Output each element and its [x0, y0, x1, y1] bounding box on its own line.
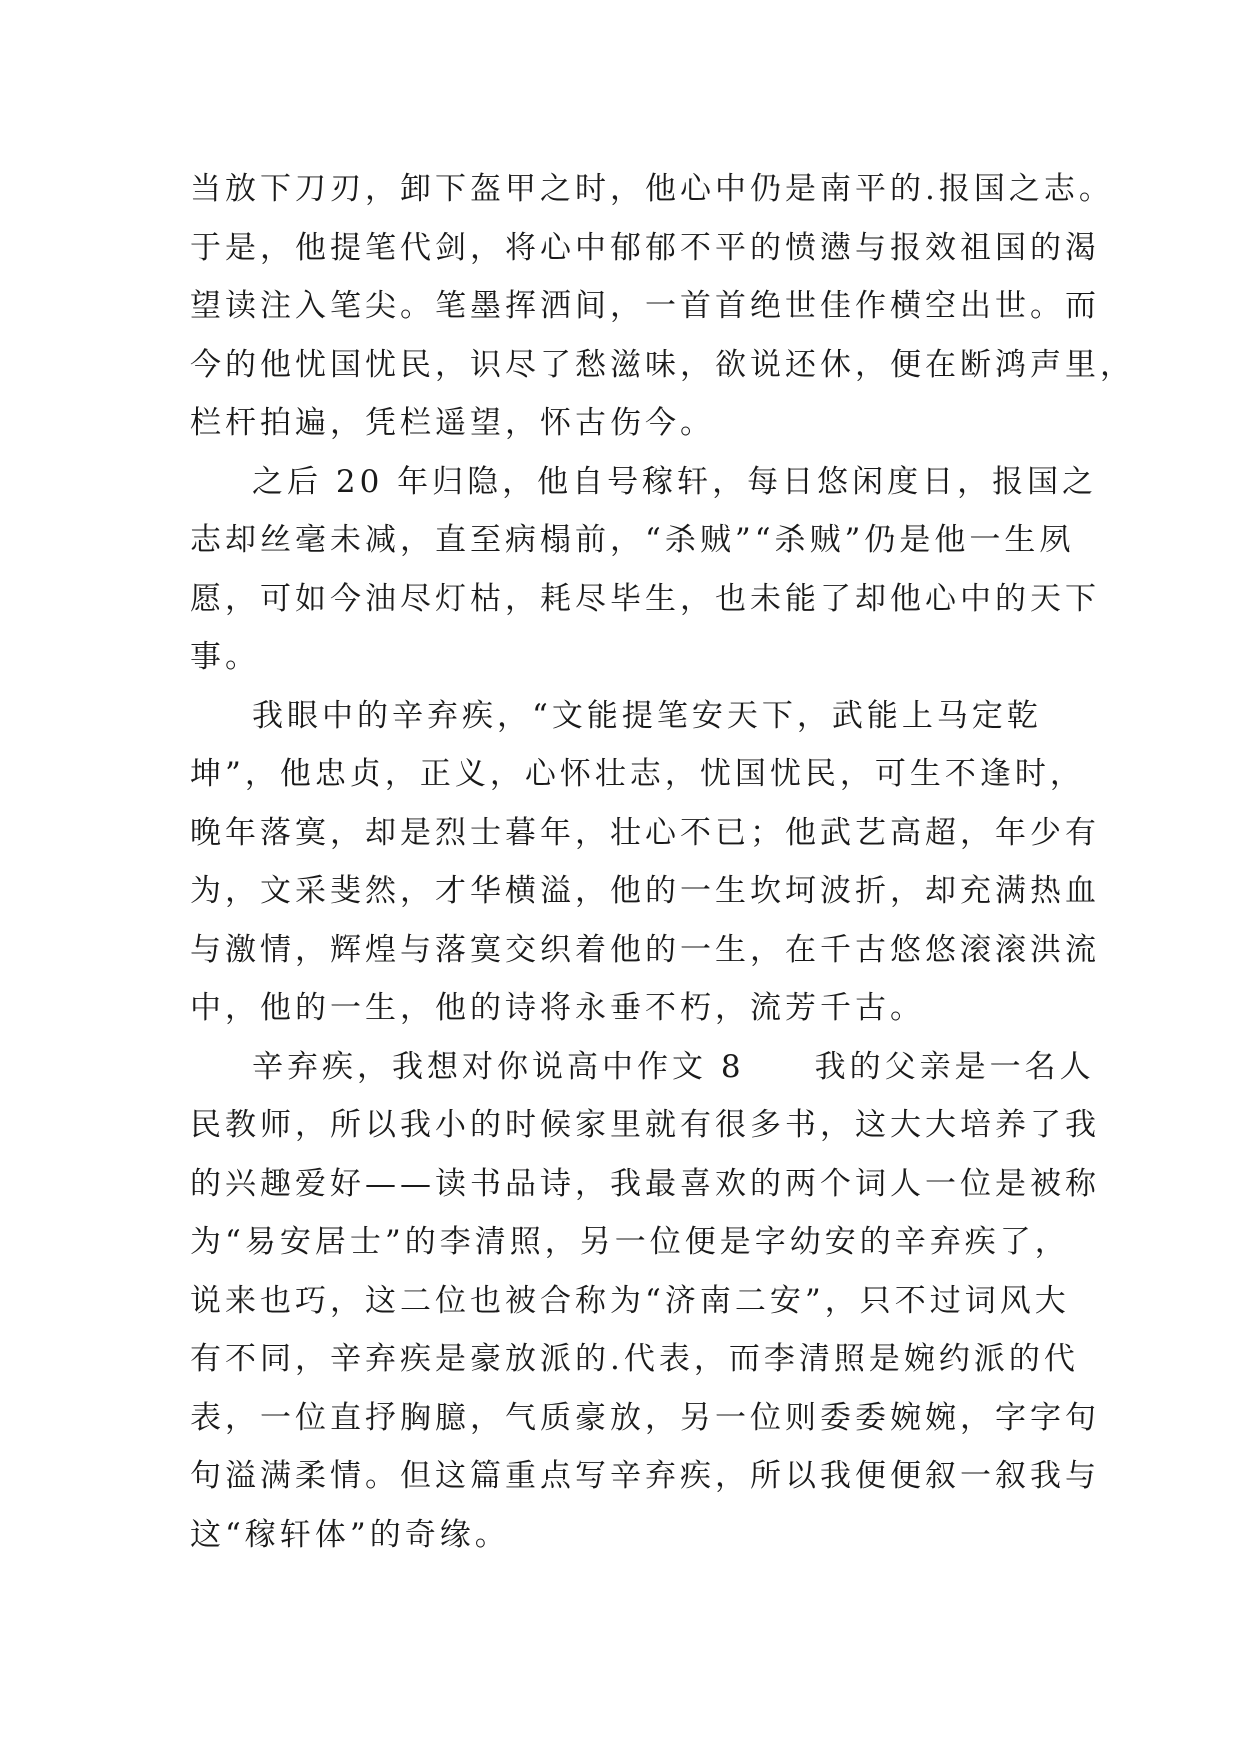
- text-line: 于是，他提笔代剑，将心中郁郁不平的愤懑与报效祖国的渴: [190, 229, 1100, 266]
- text-line: 的兴趣爱好——读书品诗，我最喜欢的两个词人一位是被称: [190, 1165, 1100, 1202]
- text-line: 民教师，所以我小的时候家里就有很多书，这大大培养了我: [190, 1107, 1100, 1143]
- text-line: 事。: [190, 639, 260, 675]
- text-line: 有不同，辛弃疾是豪放派的.代表，而李清照是婉约派的代: [190, 1341, 1079, 1377]
- text-line: 晚年落寞，却是烈士暮年，壮心不已；他武艺高超，年少有: [190, 814, 1100, 851]
- text-line: 与激情，辉煌与落寞交织着他的一生，在千古悠悠滚滚洪流: [190, 931, 1100, 968]
- paragraph-start-line: 我眼中的辛弃疾，“文能提笔安天下，武能上马定乾: [252, 697, 1042, 734]
- text-line: 为，文采斐然，才华横溢，他的一生坎坷波折，却充满热血: [190, 873, 1100, 909]
- paragraph-start-line: 辛弃疾，我想对你说高中作文 8 我的父亲是一名人: [252, 1048, 1095, 1085]
- text-line: 志却丝毫未减，直至病榻前，“杀贼”“杀贼”仍是他一生夙: [190, 522, 1075, 558]
- text-line: 句溢满柔情。但这篇重点写辛弃疾，所以我便便叙一叙我与: [190, 1458, 1100, 1494]
- text-line: 今的他忧国忧民，识尽了愁滋味，欲说还休，便在断鸿声里，: [190, 346, 1135, 383]
- text-line: 说来也巧，这二位也被合称为“济南二安”，只不过词风大: [190, 1282, 1070, 1319]
- text-line: 为“易安居士”的李清照，另一位便是字幼安的辛弃疾了，: [190, 1224, 1070, 1260]
- text-line: 栏杆拍遍，凭栏遥望，怀古伤今。: [190, 405, 715, 441]
- text-line: 当放下刀刃，卸下盔甲之时，他心中仍是南平的.报国之志。: [190, 171, 1114, 207]
- text-line: 愿，可如今油尽灯枯，耗尽毕生，也未能了却他心中的天下: [190, 580, 1100, 617]
- text-line: 中，他的一生，他的诗将永垂不朽，流芳千古。: [190, 990, 925, 1026]
- paragraph-start-line: 之后 20 年归隐，他自号稼轩，每日悠闲度日，报国之: [252, 463, 1098, 500]
- text-line: 望读注入笔尖。笔墨挥洒间，一首首绝世佳作横空出世。而: [190, 288, 1100, 324]
- text-line: 表，一位直抒胸臆，气质豪放，另一位则委委婉婉，字字句: [190, 1399, 1100, 1436]
- text-line: 这“稼轩体”的奇缘。: [190, 1516, 510, 1553]
- body-text: [190, 160, 1135, 1564]
- text-line: 坤”，他忠贞，正义，心怀壮志，忧国忧民，可生不逢时，: [190, 756, 1085, 792]
